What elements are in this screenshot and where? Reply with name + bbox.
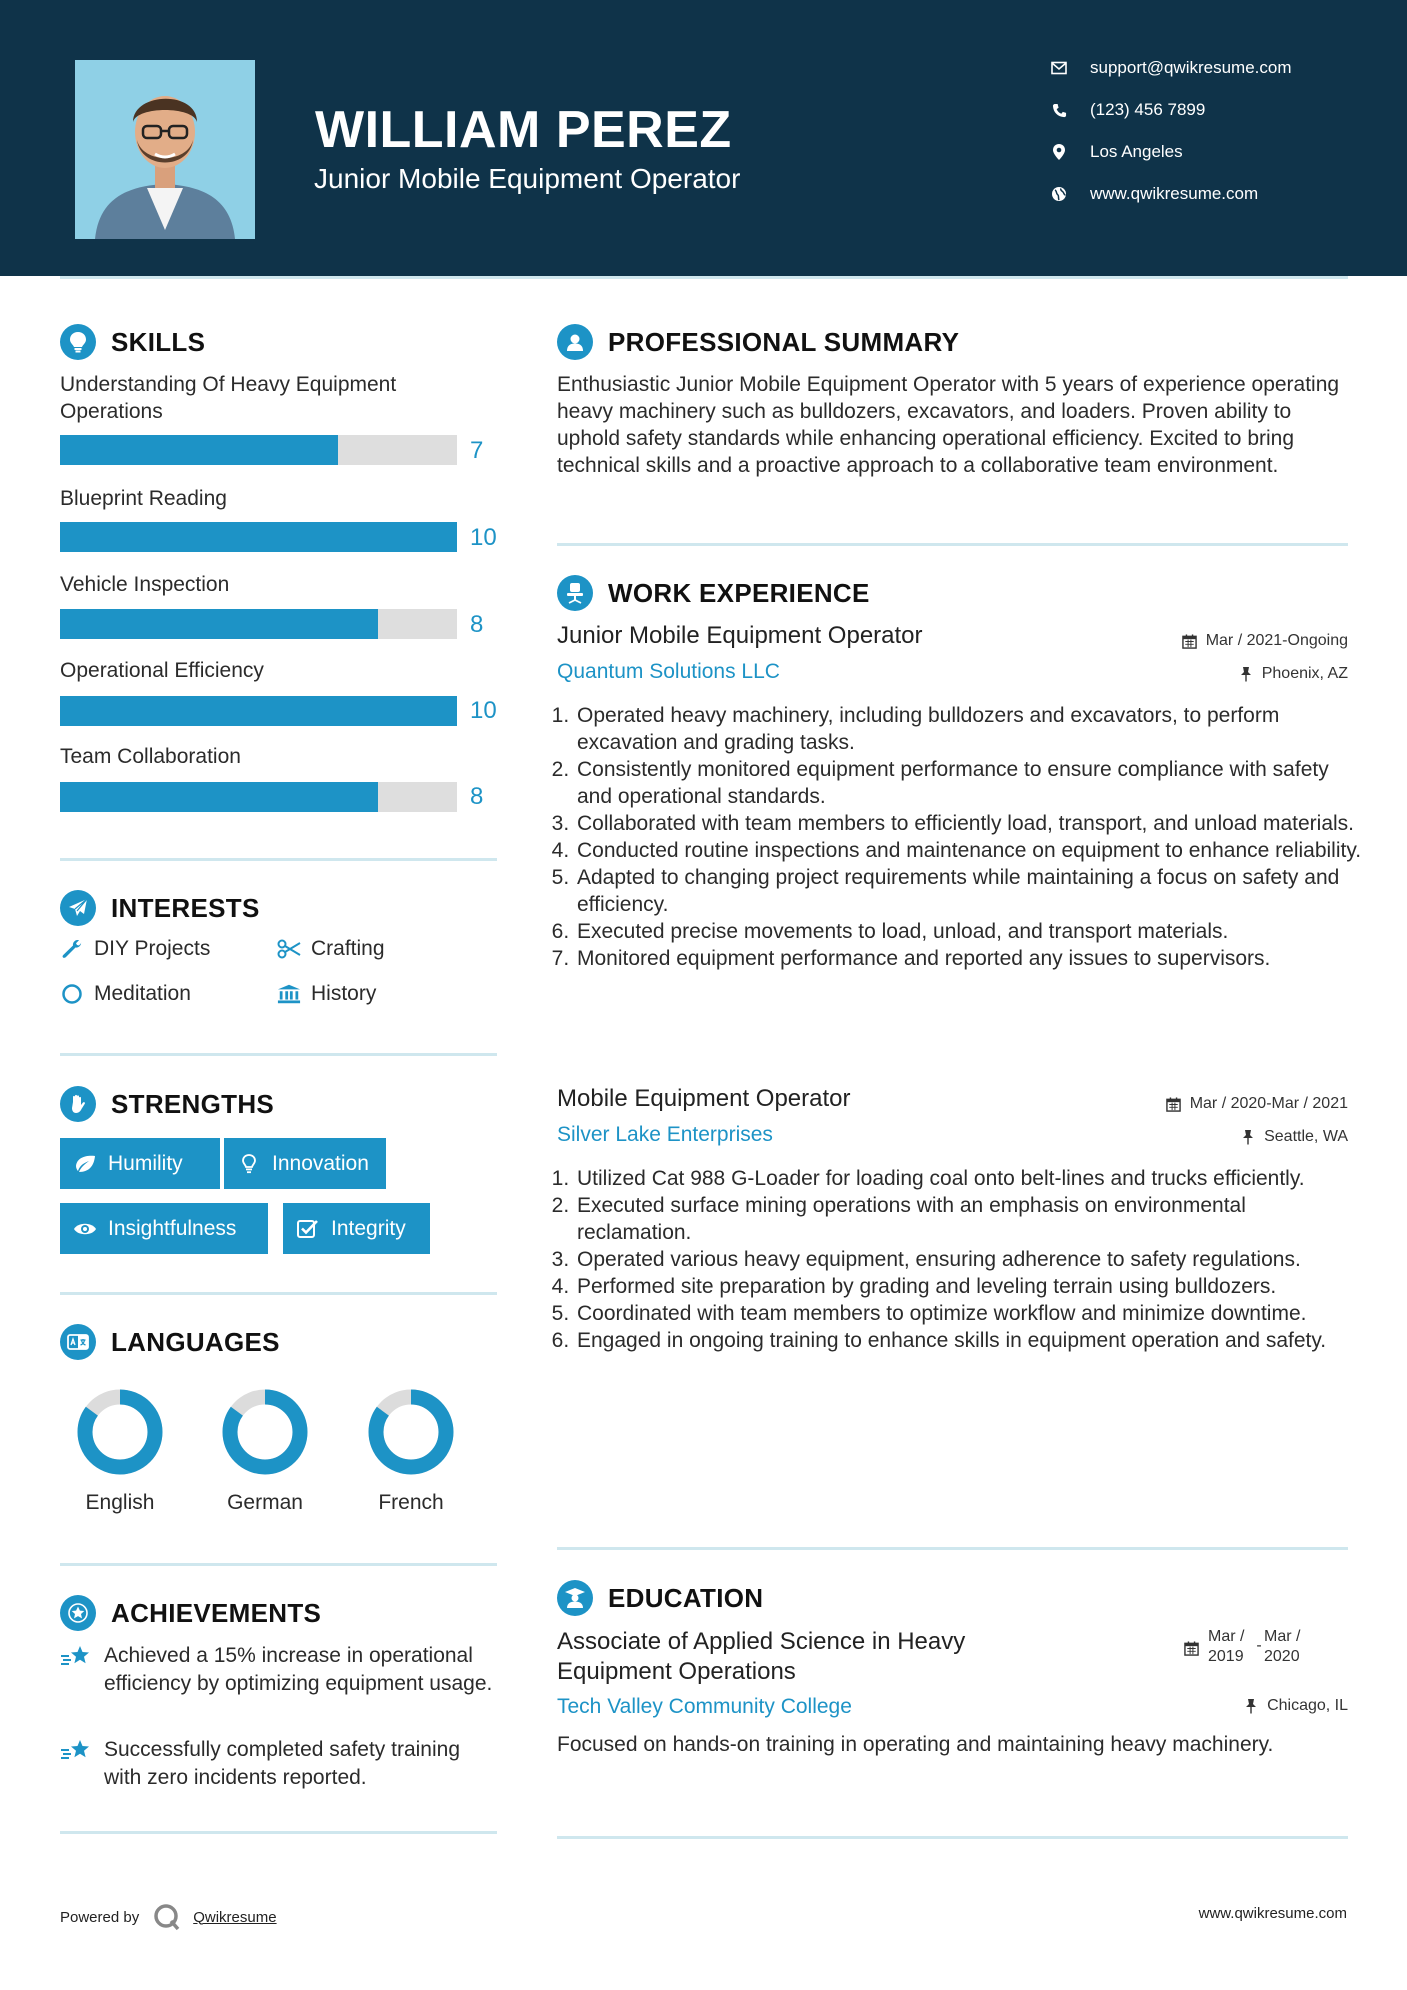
- skill-score-1: 7: [470, 437, 484, 464]
- skill-bar-fill-1: [60, 435, 338, 465]
- leaf-icon: [72, 1153, 98, 1175]
- calendar-icon: [1184, 1627, 1200, 1667]
- education-location: [1243, 1697, 1348, 1715]
- responsibility-item: 5. Adapted to changing project requirements while maintaining a focus on safety and efficiency.: [575, 864, 1365, 918]
- interest-label: DIY Projects: [94, 937, 211, 960]
- globe-icon: [1050, 185, 1068, 203]
- responsibility-item: 3. Operated various heavy equipment, ensuring adherence to safety regulations.: [575, 1246, 1365, 1273]
- achievement-text: Achieved a 15% increase in operational efficiency by optimizing equipment usage.: [104, 1644, 493, 1695]
- skills-heading: [60, 324, 205, 360]
- responsibility-item: 5. Coordinated with team members to optimize workflow and minimize downtime.: [575, 1300, 1365, 1327]
- contact-email-text: support@qwikresume.com: [1090, 58, 1292, 77]
- job-date-text: Mar / 2020-Mar / 2021: [1189, 1095, 1348, 1112]
- skill-bar-4: [60, 696, 457, 726]
- strength-tag-integrity: [283, 1203, 430, 1254]
- interests-heading: [60, 890, 260, 926]
- strength-label: Insightfulness: [108, 1216, 237, 1240]
- strength-label: Humility: [108, 1151, 183, 1175]
- experience-heading: [557, 575, 870, 611]
- skill-bar-fill-4: [60, 696, 457, 726]
- achievement-text: Successfully completed safety training with zero incidents reported.: [104, 1738, 461, 1789]
- lightbulb-icon: [236, 1153, 262, 1175]
- job-title-2: Mobile Equipment Operator: [557, 1085, 851, 1112]
- circle-icon: [60, 982, 84, 1006]
- responsibility-item: 1. Operated heavy machinery, including bulldozers and excavators, to perform excavation and grading tasks.: [575, 702, 1365, 756]
- education-degree: Associate of Applied Science in Heavy Equipment Operations: [557, 1628, 966, 1685]
- envelope-icon: [1050, 59, 1068, 77]
- interests-title: INTERESTS: [111, 892, 260, 923]
- achievements-title: ACHIEVEMENTS: [111, 1597, 322, 1628]
- interest-crafting: [277, 937, 385, 961]
- contact-website-text: www.qwikresume.com: [1090, 184, 1259, 203]
- interest-label: Meditation: [94, 982, 191, 1005]
- calendar-icon: [1182, 633, 1198, 649]
- languages-title: LANGUAGES: [111, 1326, 280, 1357]
- shooting-star-icon: [60, 1642, 94, 1698]
- achievement-item-2: [60, 1736, 500, 1792]
- skill-score-5: 8: [470, 783, 484, 810]
- skill-bar-fill-5: [60, 782, 378, 812]
- skill-bar-fill-3: [60, 609, 378, 639]
- resume-header: [0, 0, 1407, 276]
- education-description: Focused on hands-on training in operating and maintaining heavy machinery.: [557, 1733, 1274, 1756]
- achievement-item-1: [60, 1642, 500, 1698]
- skill-bar-5: [60, 782, 457, 812]
- job-date-2: [1166, 1095, 1348, 1113]
- shooting-star-icon: [60, 1736, 94, 1792]
- footer-powered-by: [60, 1903, 277, 1931]
- interest-history: [277, 982, 376, 1006]
- wrench-icon: [60, 937, 84, 961]
- pushpin-icon: [1243, 1698, 1259, 1714]
- interest-label: History: [311, 982, 377, 1005]
- skill-label-5: Team Collaboration: [60, 745, 241, 768]
- powered-by-text: Powered by: [60, 1908, 140, 1926]
- education-title: EDUCATION: [608, 1582, 764, 1613]
- interest-label: Crafting: [311, 937, 385, 960]
- education-date-start: Mar / 2019: [1208, 1628, 1245, 1665]
- responsibility-item: 1. Utilized Cat 988 G-Loader for loading coal onto belt-lines and trucks efficiently.: [575, 1165, 1365, 1192]
- responsibility-item: 2. Consistently monitored equipment performance to ensure compliance with safety and operational standards.: [575, 756, 1365, 810]
- pushpin-icon: [1240, 1129, 1256, 1145]
- strength-tag-humility: [60, 1138, 220, 1189]
- strengths-title: STRENGTHS: [111, 1088, 275, 1119]
- candidate-name: WILLIAM PEREZ: [315, 101, 732, 159]
- contact-phone-text: (123) 456 7899: [1090, 100, 1206, 119]
- skill-score-3: 8: [470, 611, 484, 638]
- responsibility-item: 4. Performed site preparation by grading and leveling terrain using bulldozers.: [575, 1273, 1365, 1300]
- language-ring-english: [76, 1388, 164, 1476]
- interests-divider: [60, 1053, 497, 1056]
- calendar-icon: [1166, 1096, 1182, 1112]
- qwikresume-link[interactable]: Qwikresume: [193, 1908, 277, 1926]
- strength-tag-insightfulness: [60, 1203, 268, 1254]
- language-label-english: English: [85, 1491, 155, 1514]
- museum-icon: [277, 982, 301, 1006]
- skill-label-4: Operational Efficiency: [60, 659, 264, 682]
- education-school[interactable]: Tech Valley Community College: [557, 1695, 852, 1718]
- paper-plane-icon: [60, 890, 96, 926]
- job-company-2[interactable]: Silver Lake Enterprises: [557, 1123, 773, 1146]
- skills-divider: [60, 858, 497, 861]
- skill-label-1: Understanding Of Heavy Equipment Operations: [60, 373, 397, 423]
- job-title-1: Junior Mobile Equipment Operator: [557, 622, 923, 649]
- responsibility-item: 6. Engaged in ongoing training to enhance skills in equipment operation and safety.: [575, 1327, 1365, 1354]
- job-location-text: Phoenix, AZ: [1261, 665, 1348, 682]
- responsibility-item: 7. Monitored equipment performance and reported any issues to supervisors.: [575, 945, 1365, 972]
- phone-icon: [1050, 101, 1068, 119]
- responsibility-item: 4. Conducted routine inspections and maintenance on equipment to enhance reliability.: [575, 837, 1365, 864]
- summary-heading: [557, 324, 959, 360]
- skill-bar-1: [60, 435, 457, 465]
- interest-meditation: [60, 982, 191, 1006]
- achievements-divider: [60, 1831, 497, 1834]
- strength-label: Integrity: [331, 1216, 406, 1240]
- graduate-icon: [557, 1580, 593, 1616]
- hand-icon: [60, 1086, 96, 1122]
- language-ring-french: [367, 1388, 455, 1476]
- skill-bar-fill-2: [60, 522, 457, 552]
- skills-title: SKILLS: [111, 326, 206, 357]
- strengths-heading: [60, 1086, 274, 1122]
- eye-icon: [72, 1218, 98, 1240]
- contact-phone[interactable]: [1050, 100, 1205, 120]
- languages-divider: [60, 1563, 497, 1566]
- lightbulb-icon: [60, 324, 96, 360]
- responsibility-item: 2. Executed surface mining operations with an emphasis on environmental reclamation.: [575, 1192, 1365, 1246]
- strength-label: Innovation: [272, 1151, 369, 1175]
- education-divider: [557, 1836, 1348, 1839]
- job-location-2: [1240, 1128, 1348, 1146]
- experience-divider: [557, 1547, 1348, 1550]
- contact-website[interactable]: [1050, 184, 1258, 204]
- qwikresume-logo-icon: [153, 1903, 181, 1931]
- skill-label-2: Blueprint Reading: [60, 487, 227, 510]
- job-date-1: [1182, 632, 1348, 650]
- candidate-title: Junior Mobile Equipment Operator: [314, 163, 741, 194]
- job-responsibilities-2: [557, 1165, 1365, 1354]
- summary-text: Enthusiastic Junior Mobile Equipment Operator with 5 years of experience operating heavy machinery such as bulldozers, excavators, and loaders. Proven ability to uphold safety standards while enhancing operational efficiency. Excited to bring technical skills and a proactive approach to a collaborative team environment.: [557, 373, 1340, 477]
- language-label-german: German: [227, 1491, 303, 1514]
- responsibility-item: 6. Executed precise movements to load, unload, and transport materials.: [575, 918, 1365, 945]
- strength-tag-innovation: [224, 1138, 386, 1189]
- skill-score-4: 10: [470, 697, 497, 724]
- summary-title: PROFESSIONAL SUMMARY: [608, 326, 960, 357]
- briefcase-chair-icon: [557, 575, 593, 611]
- map-pin-icon: [1050, 143, 1068, 161]
- language-icon: [60, 1324, 96, 1360]
- header-divider: [60, 276, 1348, 279]
- scissors-icon: [277, 937, 301, 961]
- interest-diy: [60, 937, 210, 961]
- achievements-heading: [60, 1595, 321, 1631]
- job-company-1[interactable]: Quantum Solutions LLC: [557, 660, 780, 683]
- skill-bar-3: [60, 609, 457, 639]
- check-square-icon: [295, 1218, 321, 1240]
- job-location-1: [1238, 665, 1348, 683]
- pushpin-icon: [1238, 666, 1254, 682]
- responsibility-item: 3. Collaborated with team members to efficiently load, transport, and unload materials.: [575, 810, 1365, 837]
- languages-heading: [60, 1324, 280, 1360]
- education-dates: [1184, 1627, 1310, 1667]
- skill-bar-2: [60, 522, 457, 552]
- summary-divider: [557, 543, 1348, 546]
- education-date-separator: -: [1256, 1637, 1262, 1654]
- job-responsibilities-1: [557, 702, 1365, 972]
- profile-photo: [75, 60, 255, 239]
- contact-email[interactable]: [1050, 58, 1292, 78]
- skill-label-3: Vehicle Inspection: [60, 573, 230, 596]
- strengths-divider: [60, 1292, 497, 1295]
- education-heading: [557, 1580, 763, 1616]
- education-date-end: Mar / 2020: [1264, 1628, 1301, 1665]
- contact-location: [1050, 142, 1183, 162]
- contact-location-text: Los Angeles: [1090, 142, 1183, 161]
- job-date-text: Mar / 2021-Ongoing: [1205, 632, 1348, 649]
- language-ring-german: [221, 1388, 309, 1476]
- education-location-text: Chicago, IL: [1267, 1697, 1348, 1714]
- skill-score-2: 10: [470, 524, 497, 551]
- user-icon: [557, 324, 593, 360]
- star-badge-icon: [60, 1595, 96, 1631]
- job-location-text: Seattle, WA: [1264, 1128, 1348, 1145]
- language-label-french: French: [378, 1491, 444, 1514]
- experience-title: WORK EXPERIENCE: [608, 577, 870, 608]
- footer-url[interactable]: www.qwikresume.com: [1198, 1905, 1347, 1922]
